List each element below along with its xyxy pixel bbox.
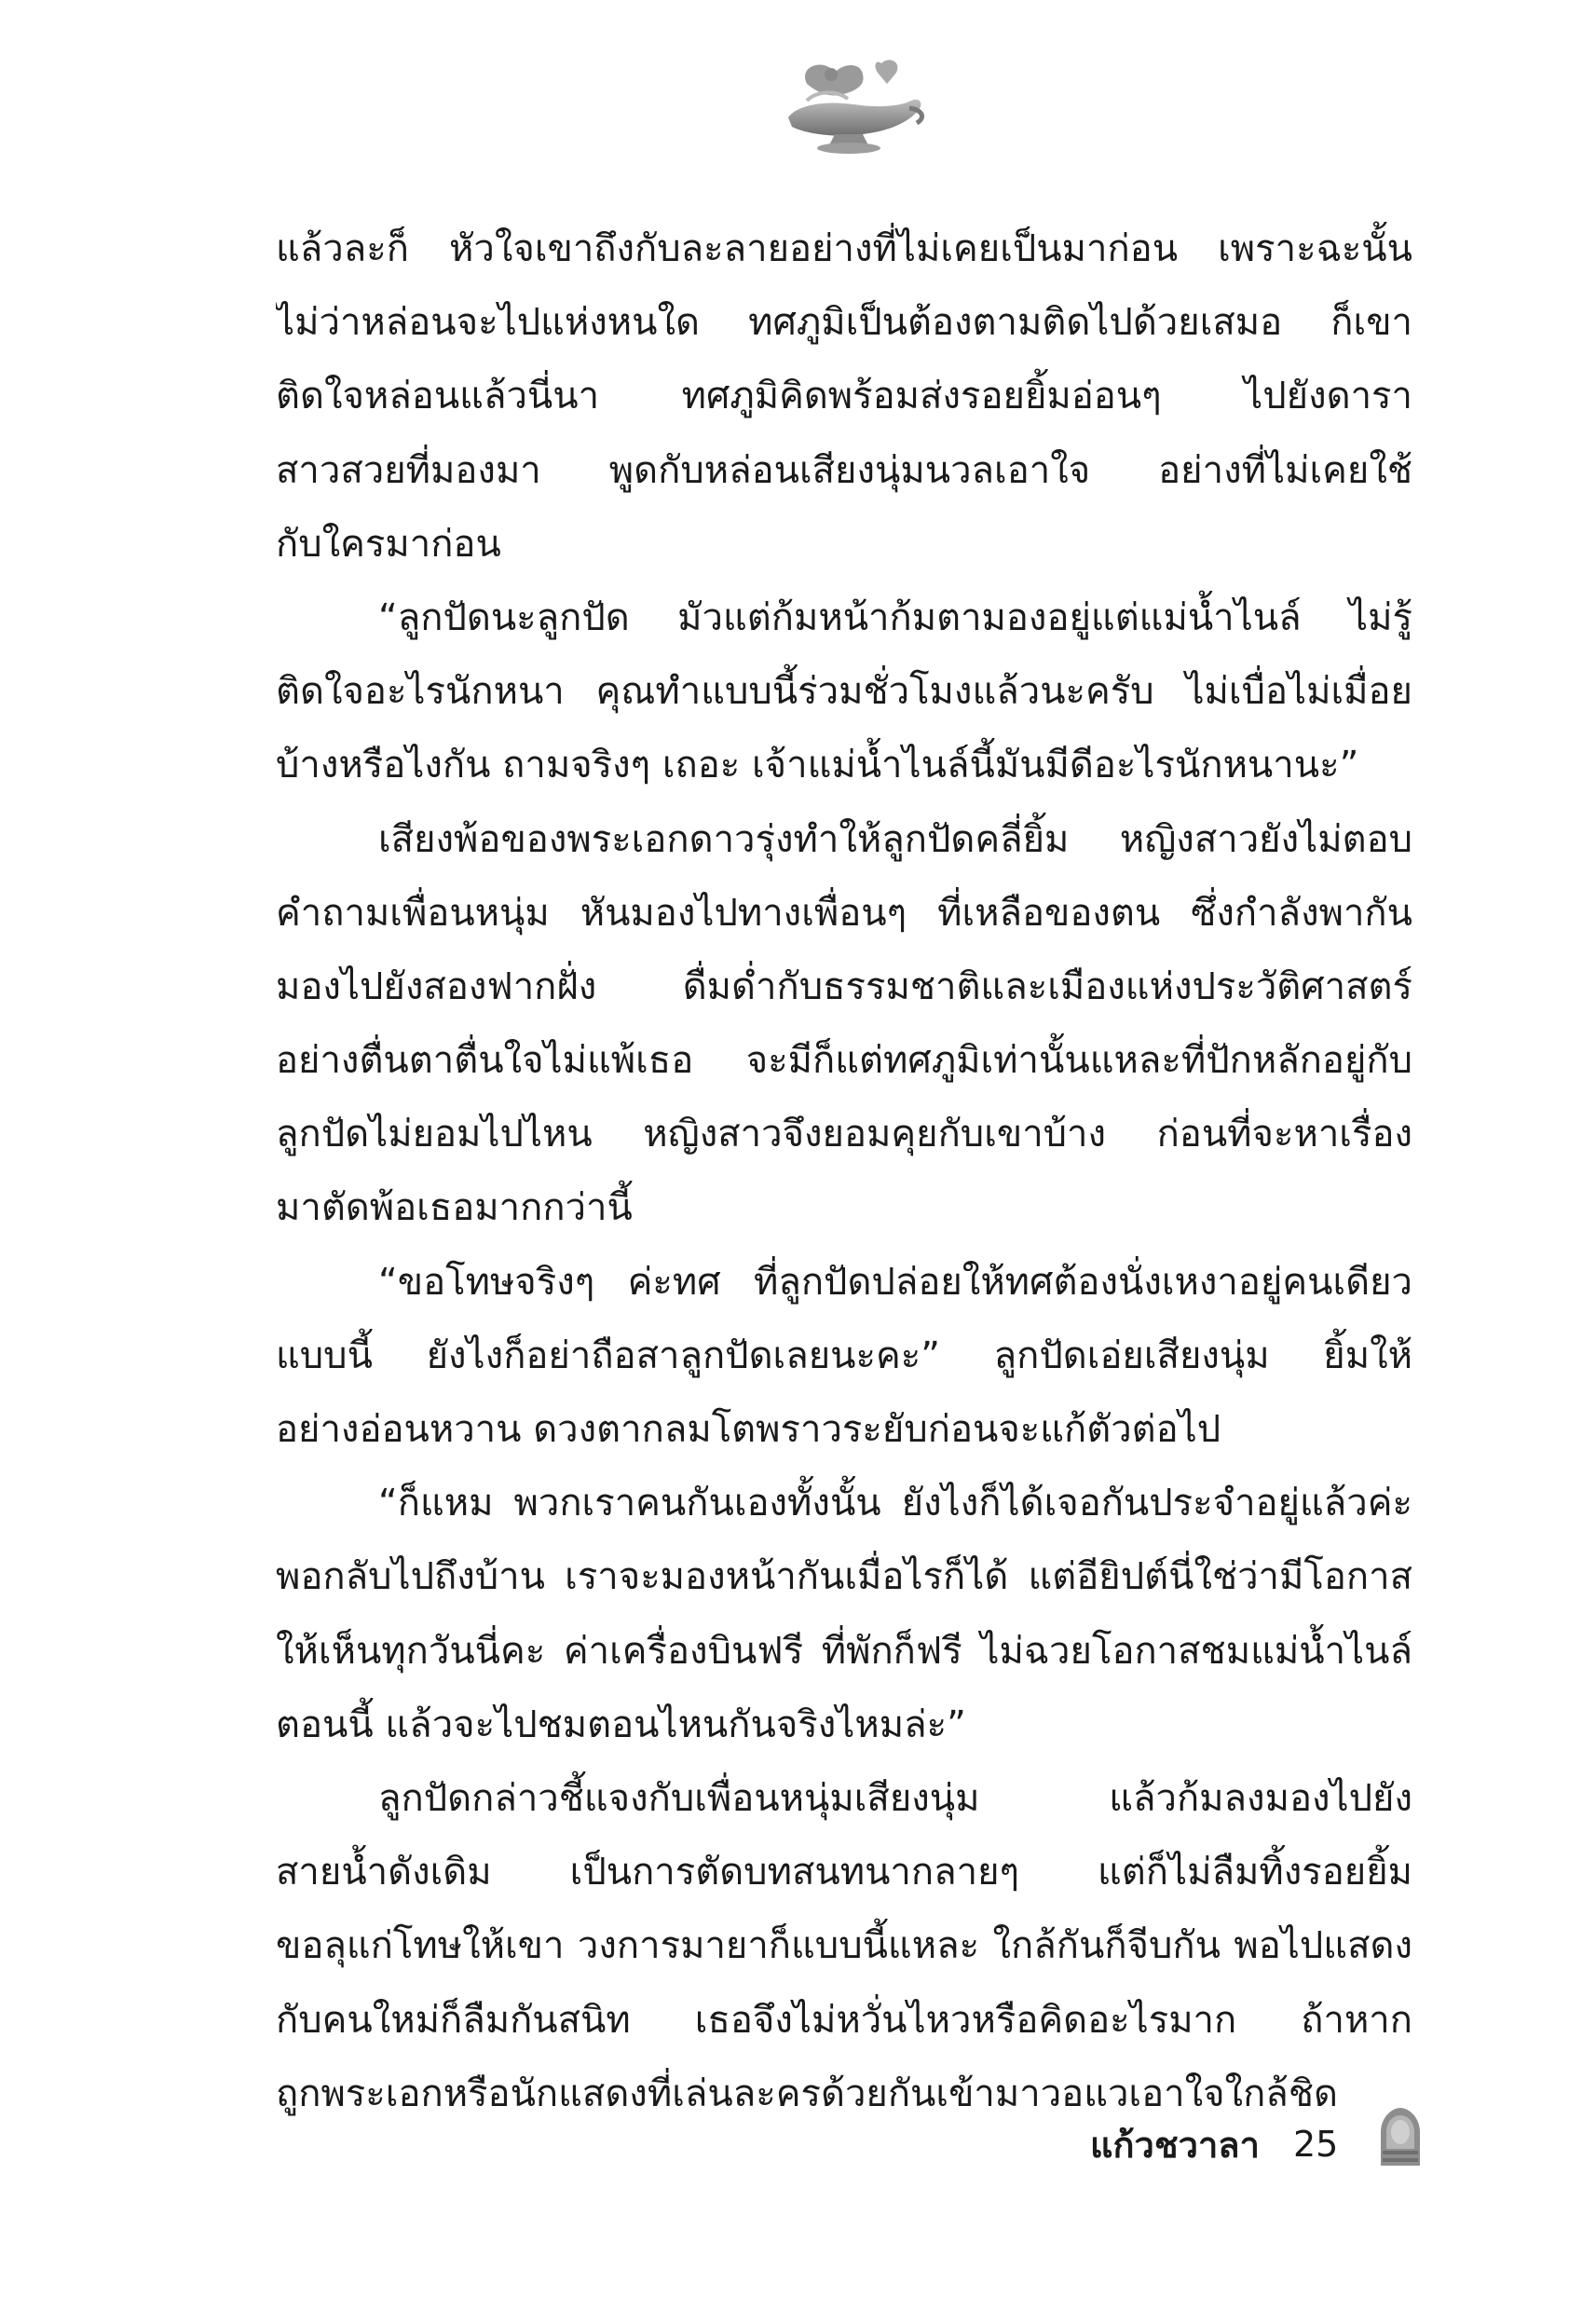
text-line: สายน้ำดังเดิม เป็นการตัดบทสนทนากลายๆ แต่ก็ไม่ลืมทิ้งรอยยิ้ม <box>276 1851 1412 1894</box>
text-line: มาตัดพ้อเธอมากกว่านี้ <box>276 1186 633 1230</box>
text-line: อย่างอ่อนหวาน ดวงตากลมโตพราวระยับก่อนจะแก้ตัวต่อไป <box>276 1408 1221 1451</box>
body-text <box>276 212 1412 2131</box>
text-line: ไม่ว่าหล่อนจะไปแห่งหนใด ทศภูมิเป็นต้องตามติดไปด้วยเสมอ ก็เขา <box>276 301 1412 345</box>
text-line: สาวสวยที่มองมา พูดกับหล่อนเสียงนุ่มนวลเอาใจ อย่างที่ไม่เคยใช้ <box>276 448 1412 492</box>
text-line: “ก็แหม พวกเราคนกันเองทั้งนั้น ยังไงก็ได้เจอกันประจำอยู่แล้วค่ะ <box>378 1482 1412 1525</box>
text-line: พอกลับไปถึงบ้าน เราจะมองหน้ากันเมื่อไรก็ได้ แต่อียิปต์นี่ใช่ว่ามีโอกาส <box>276 1555 1412 1599</box>
text-line: มองไปยังสองฟากฝั่ง ดื่มด่ำกับธรรมชาติและเมืองแห่งประวัติศาสตร์ <box>276 964 1412 1008</box>
text-line: บ้างหรือไงกัน ถามจริงๆ เถอะ เจ้าแม่น้ำไนล์นี้มันมีดีอะไรนักหนานะ” <box>276 744 1359 787</box>
text-line: “ลูกปัดนะลูกปัด มัวแต่ก้มหน้าก้มตามองอยู่แต่แม่น้ำไนล์ ไม่รู้ <box>378 595 1412 639</box>
text-line: อย่างตื่นตาตื่นใจไม่แพ้เธอ จะมีก็แต่ทศภูมิเท่านั้นแหละที่ปักหลักอยู่กับ <box>276 1039 1412 1083</box>
text-line: แบบนี้ ยังไงก็อย่าถือสาลูกปัดเลยนะคะ” ลูกปัดเอ่ยเสียงนุ่ม ยิ้มให้ <box>276 1333 1412 1377</box>
text-line: ถูกพระเอกหรือนักแสดงที่เล่นละครด้วยกันเข้ามาวอแวเอาใจใกล้ชิด <box>276 2072 1338 2115</box>
text-line: เสียงพ้อของพระเอกดาวรุ่งทำให้ลูกปัดคลี่ยิ้ม หญิงสาวยังไม่ตอบ <box>378 817 1412 861</box>
text-line: ลูกปัดไม่ยอมไปไหน หญิงสาวจึงยอมคุยกับเขาบ้าง ก่อนที่จะหาเรื่อง <box>276 1113 1412 1156</box>
cupid-magic-lamp-icon <box>770 56 928 158</box>
text-line: แล้วละก็ หัวใจเขาถึงกับละลายอย่างที่ไม่เคยเป็นมาก่อน เพราะฉะนั้น <box>276 227 1412 270</box>
text-line: กับใครมาก่อน <box>276 522 501 566</box>
text-line: “ขอโทษจริงๆ ค่ะทศ ที่ลูกปัดปล่อยให้ทศต้องนั่งเหงาอยู่คนเดียว <box>378 1260 1412 1304</box>
text-line: ขอลุแก่โทษให้เขา วงการมายาก็แบบนี้แหละ ใกล้กันก็จีบกัน พอไปแสดง <box>276 1924 1412 1968</box>
text-line: กับคนใหม่ก็ลืมกันสนิท เธอจึงไม่หวั่นไหวหรือคิดอะไรมาก ถ้าหาก <box>276 1998 1412 2042</box>
text-line: ติดใจหล่อนแล้วนี่นา ทศภูมิคิดพร้อมส่งรอยยิ้มอ่อนๆ ไปยังดารา <box>276 375 1412 418</box>
book-title: แก้วชวาลา <box>1090 2124 1260 2166</box>
page-number: 25 <box>1292 2124 1339 2165</box>
text-line: ตอนนี้ แล้วจะไปชมตอนไหนกันจริงไหมล่ะ” <box>276 1702 966 1746</box>
sphinx-icon <box>1368 2104 1433 2169</box>
text-line: คำถามเพื่อนหนุ่ม หันมองไปทางเพื่อนๆ ที่เหลือของตน ซึ่งกำลังพากัน <box>276 891 1412 935</box>
text-line: ลูกปัดกล่าวชี้แจงกับเพื่อนหนุ่มเสียงนุ่ม แล้วก้มลงมองไปยัง <box>378 1776 1412 1820</box>
text-line: ให้เห็นทุกวันนี่คะ ค่าเครื่องบินฟรี ที่พักก็ฟรี ไม่ฉวยโอกาสชมแม่น้ำไนล์ <box>276 1629 1412 1673</box>
text-line: ติดใจอะไรนักหนา คุณทำแบบนี้ร่วมชั่วโมงแล้วนะครับ ไม่เบื่อไม่เมื่อย <box>276 670 1412 714</box>
